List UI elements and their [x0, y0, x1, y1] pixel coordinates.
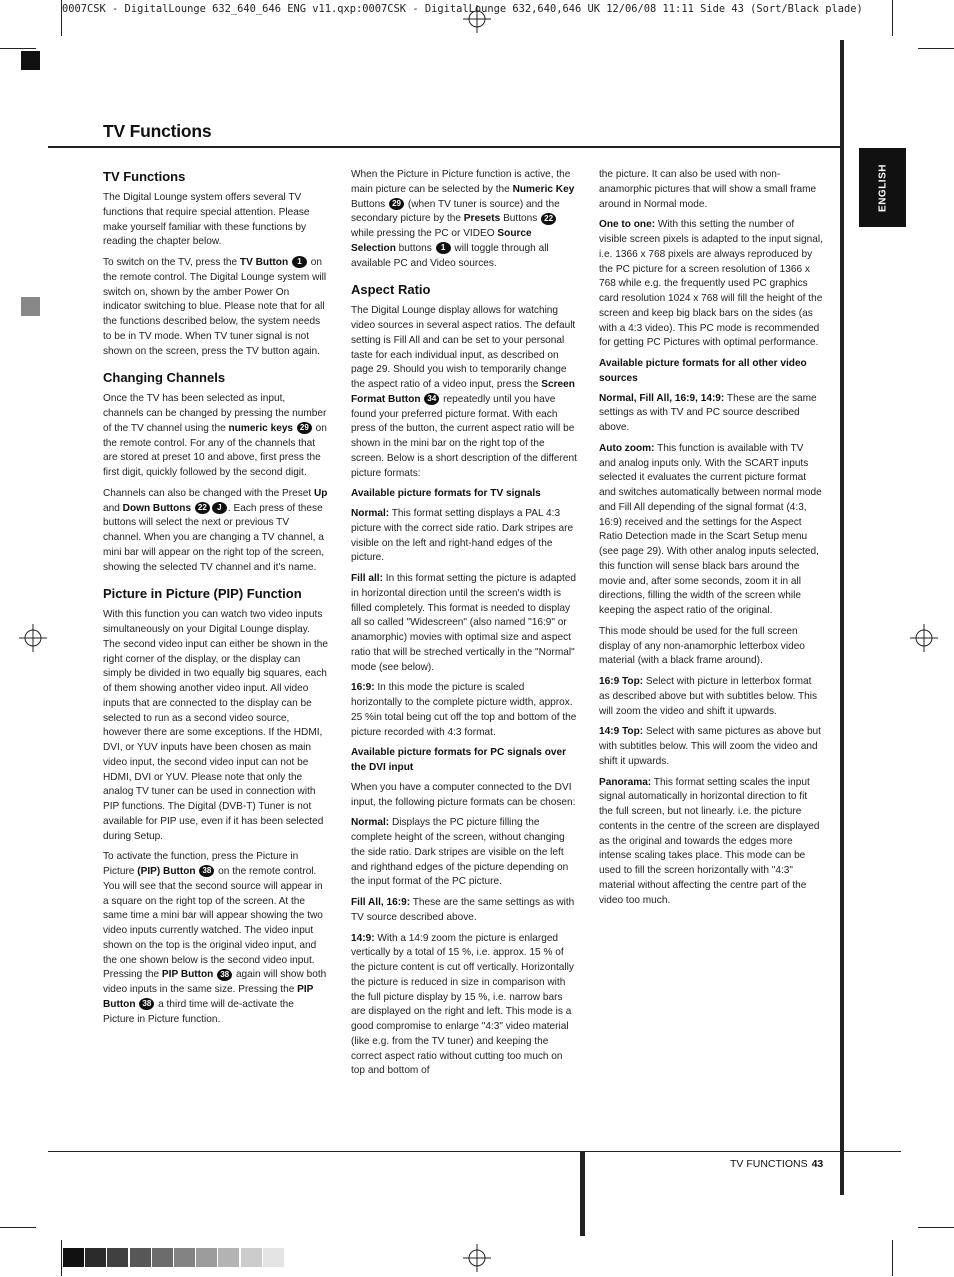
paragraph: Fill all: In this format setting the picture is adapted in horizontal direction until the screen's width is filled completely. This format is needed to display all so called "Widescreen" (also named "16:9" or anamorphic) movies with optimal size and aspect ratio that will be streched vertically in the "Normal" mode (see below).	[351, 573, 576, 673]
paragraph: Fill All, 16:9: These are the same settings as with TV source described above.	[351, 897, 575, 923]
paragraph: When you have a computer connected to the DVI input, the following picture formats can be chosen:	[351, 781, 576, 808]
heading-tv-functions: TV Functions	[103, 169, 186, 184]
paragraph: Normal, Fill All, 16:9, 14:9: These are the same settings as with TV and PC source described above.	[599, 392, 817, 433]
title-rule	[48, 146, 840, 148]
color-swatch	[174, 1248, 195, 1267]
button-number-badge: 38	[199, 865, 214, 877]
paragraph: 16:9: In this mode the picture is scaled horizontally to the complete picture width, approx. 25 %in total being cut off the top and bottom of the picture recorded with 4:3 format.	[351, 682, 577, 738]
paragraph: 16:9 Top: Select with picture in letterbox format as described above but with subtitles below. This will zoom the video and shift it upwards.	[599, 676, 818, 717]
paragraph: Channels can also be changed with the Preset Up and Down Buttons 22 J . Each press of these buttons will select the next or previous TV channel. When you are changing a TV channel, a mini bar will appear on the right top of the screen, showing the selected TV channel and it's name.	[103, 487, 328, 573]
heading-aspect-ratio: Aspect Ratio	[351, 282, 431, 298]
crop-mark-left-horizontal	[0, 48, 36, 49]
button-number-badge: 1	[292, 256, 307, 268]
button-number-badge: 29	[389, 198, 404, 210]
button-number-badge: 34	[424, 393, 439, 405]
color-swatch	[152, 1248, 173, 1267]
registration-mark-right-icon	[910, 624, 938, 652]
page-number: 43	[811, 1158, 824, 1170]
paragraph: the picture. It can also be used with non-anamorphic pictures that will show a small frame around in Normal mode.	[599, 169, 817, 210]
paragraph: Panorama: This format setting scales the input signal automatically in horizontal direction to fit the full screen, but not linearly. i.e. the picture contents in the centre of the screen are displayed as the original and towards the edges more intense scaling takes place. This mode can be used to fill the screen horizontally with "4:3" material without affecting the centre part of the video too much.	[599, 776, 820, 906]
grey-marker-square	[21, 297, 40, 316]
column-3	[599, 168, 823, 914]
button-number-badge: 38	[217, 969, 232, 981]
crop-mark-bottom-left-horizontal	[0, 1227, 36, 1228]
footer-vertical-bar	[580, 1151, 585, 1236]
registration-mark-top-icon	[463, 5, 491, 33]
page-title: TV Functions	[103, 121, 212, 141]
color-swatch	[130, 1248, 151, 1267]
crop-mark-bottom-right-horizontal	[918, 1227, 954, 1228]
crop-mark-right-horizontal	[918, 48, 954, 49]
footer-section: TV FUNCTIONS	[730, 1158, 808, 1170]
registration-mark-bottom-icon	[463, 1244, 491, 1272]
black-marker-square	[21, 51, 40, 70]
subheading-pc-signals: Available picture formats for PC signals over the DVI input	[351, 747, 567, 773]
button-number-badge: 29	[297, 422, 312, 434]
subheading-other-sources: Available picture formats for all other video sources	[599, 358, 807, 384]
paragraph: Normal: Displays the PC picture filling the complete height of the screen, without changing the side ratio. Dark stripes are visible on the left and righthand edges of the picture depending on the input format of the PC picture.	[351, 817, 569, 888]
color-swatch	[63, 1248, 84, 1267]
page-right-border	[840, 40, 844, 1195]
crop-mark-right-vertical	[892, 0, 893, 36]
paragraph: Normal: This format setting displays a PAL 4:3 picture with the correct side ratio. Dark stripes are visible on the left and right-hand edges of the picture.	[351, 508, 574, 564]
language-tab	[859, 148, 906, 227]
paragraph: 14:9: With a 14:9 zoom the picture is enlarged vertically by a total of 15 %, i.e. approx. 15 % of the picture content is cut off vertically. Horizontally the picture is reduced in size in comparison with the full picture display by 15 %, i.e. narrow bars are displayed on the right and left. This mode is a good compromise to enlarge "4:3" video material (like e.g. from the TV tuner) and keeping the correct aspect ratio without cutting too much on top and bottom of	[351, 932, 574, 1077]
paragraph: Auto zoom: This function is available with TV and analog inputs only. With the SCART inputs selected it evaluates the current picture format and switches automatically between normal mode and Fill All depending of the signal format (4:3, 16:9) received and the settings for the Aspect Ratio Detection made in the Scart Setup menu (see page 29). With other analog inputs selected, this function will sense black bars around the movie and, after some seconds, zoom it in all directions, filling the width of the screen while keeping the aspect ratio of the original.	[599, 442, 822, 616]
paragraph: This mode should be used for the full screen display of any non-anamorphic letterbox video material (with a black frame around).	[599, 625, 805, 667]
paragraph: The Digital Lounge system offers several TV functions that require special attention. Please make yourself familiar with these functions by reading the chapter below.	[103, 192, 310, 248]
subheading-tv-signals: Available picture formats for TV signals	[351, 488, 541, 500]
button-number-badge: 38	[139, 998, 154, 1010]
paragraph: With this function you can watch two video inputs simultaneously on your Digital Lounge display. The second video input can either be shown in the right corner of the display, or the display can simply be divided in two equally big squares, each of them showing another video input. All video inputs that are connected to the display can be selected to run as a second video source, however there are some exceptions. If the HDMI, DVI, or YUV inputs have been chosen as main video input, the second video input can not be HDMI, DVI or YUV. Please note that only the analog TV tuner can be used in connection with PIP functions. The Digital (DVB-T) Tuner is not available for PIP use, even if it has been selected during Setup.	[103, 609, 329, 842]
color-swatch	[85, 1248, 106, 1267]
color-swatch	[107, 1248, 128, 1267]
button-number-badge: 1	[436, 242, 451, 254]
paragraph: To activate the function, press the Picture in Picture (PIP) Button 38 on the remote control. You will see that the second source will appear in a square on the right top of the screen. At the same time a mini bar will appear showing the two video inputs currently watched. The video input shown on the top is the original video input, and the one shown below is the second video input. Pressing the PIP Button 38 again will show both video inputs in the same size. Pressing the PIP Button 38 a third time will de-activate the Picture in Picture function.	[103, 851, 327, 1025]
color-swatch	[241, 1248, 262, 1267]
heading-pip-function: Picture in Picture (PIP) Function	[103, 586, 302, 602]
button-number-badge: 22	[541, 213, 556, 225]
color-swatch	[218, 1248, 239, 1267]
heading-changing-channels: Changing Channels	[103, 370, 226, 386]
color-swatch	[196, 1248, 217, 1267]
paragraph: To switch on the TV, press the TV Button 1 on the remote control. The Digital Lounge system will switch on, shown by the amber Power On indicator switching to blue. Please note that for all the functions described below, the system needs to be in TV mode. When TV tuner signal is not shown on the screen, press the TV button again.	[103, 257, 327, 357]
crop-mark-bottom-left-vertical	[61, 1240, 62, 1276]
paragraph: Once the TV has been selected as input, channels can be changed by pressing the number of the TV channel using the numeric keys 29 on the remote control. For any of the channels that are stored at preset 10 and above, first press the first digit, quickly followed by the second digit.	[103, 393, 327, 478]
paragraph: 14:9 Top: Select with same pictures as above but with subtitles below. This will zoom the video and shift it upwards.	[599, 726, 821, 767]
column-1	[103, 168, 328, 1033]
registration-mark-left-icon	[19, 624, 47, 652]
paragraph: One to one: With this setting the number of visible screen pixels is adapted to the input signal, i.e. 1366 x 768 pixels are always reproduced by the PC picture for a screen resolution of 1366 x 768 while e.g. the frequently used PC graphics card resolution 1024 x 768 will fill the height of the screen and keep big black bars on the sides (as with a 4:3 video). This PC mode is recommended for getting PC Pictures with optimal performance.	[599, 219, 823, 349]
page-footer	[730, 1158, 823, 1170]
crop-mark-bottom-right-vertical	[892, 1240, 893, 1276]
language-tab-label: ENGLISH	[877, 163, 888, 212]
button-number-badge: 22	[195, 502, 210, 514]
footer-rule	[48, 1151, 901, 1152]
printer-slug-line: 0007CSK - DigitalLounge 632_640_646 ENG v11.qxp:0007CSK - DigitalLounge 632,640,646 UK 12/06/08 11:11 Side 43 (Sort/Black plade)	[62, 3, 863, 15]
column-2	[351, 168, 577, 1085]
paragraph: The Digital Lounge display allows for watching video sources in several aspect ratios. The default setting is Fill All and can be set to your personal taste for each individual input, as described on page 29. Should you wish to temporarily change the aspect ratio of a video input, press the Screen Format Button 34 repeatedly until you have found your preferred picture format. With each press of the button, the current aspect ratio will be shown in the mini bar on the right top of the screen. Below is a short description of the different picture formats:	[351, 305, 577, 479]
button-number-badge: J	[212, 502, 227, 514]
color-swatch	[263, 1248, 284, 1267]
paragraph: When the Picture in Picture function is active, the main picture can be selected by the Numeric Key Buttons 29 (when TV tuner is source) and the secondary picture by the Presets Buttons 22 while pressing the PC or VIDEO Source Selection buttons 1 will toggle through all available PC and Video sources.	[351, 169, 575, 269]
crop-mark-left-vertical	[61, 0, 62, 36]
